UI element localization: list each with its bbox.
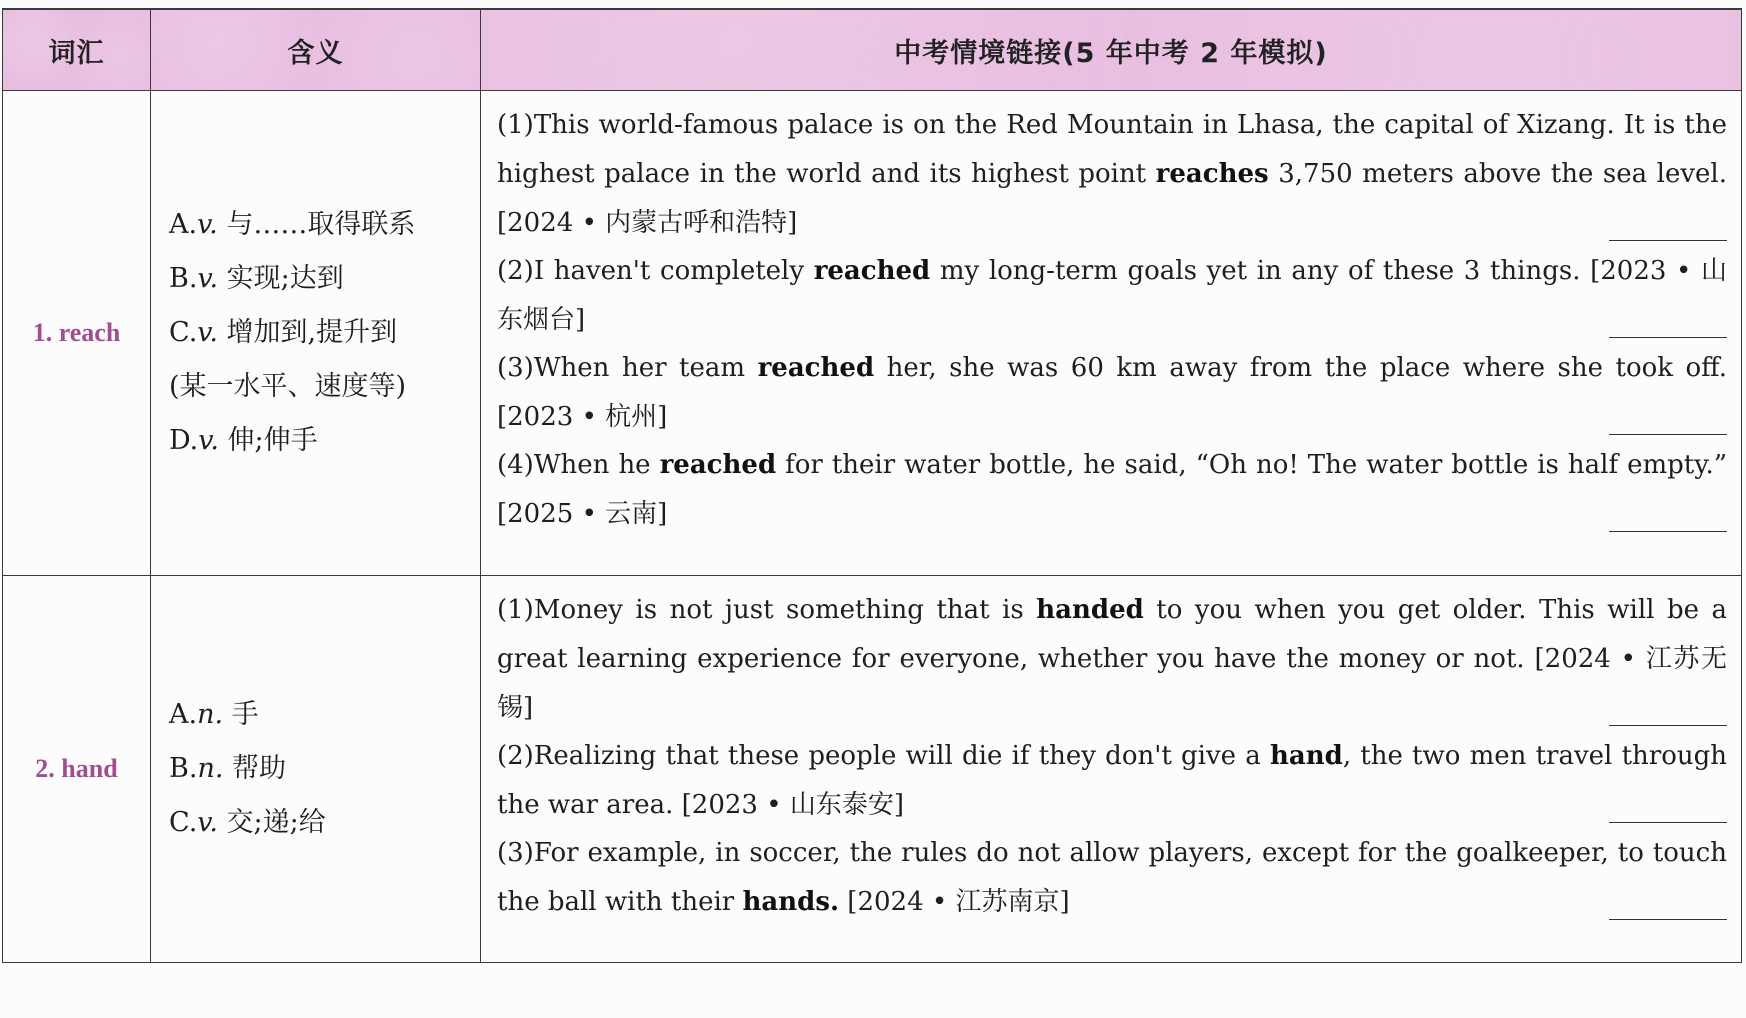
answer-blank[interactable]	[1609, 240, 1727, 241]
meaning-item: C.v. 增加到,提升到	[169, 317, 398, 348]
meaning-item: B.v. 实现;达到	[169, 263, 344, 294]
meaning-item: A.v. 与……取得联系	[169, 209, 416, 240]
keyword: hand	[1269, 741, 1343, 771]
header-examples: 中考情境链接(5 年中考 2 年模拟)	[481, 9, 1742, 91]
examples-list	[481, 576, 1742, 963]
keyword: reached	[813, 256, 931, 286]
meaning-list	[151, 91, 481, 576]
answer-blank[interactable]	[1609, 725, 1727, 726]
example-sentence: (1)Money is not just something that is handed to you when you get older. This will be a great learning experience for everyone, whether you have the money or not. [2024 • 江苏无锡]	[497, 586, 1727, 726]
keyword: reached	[659, 450, 777, 480]
keyword: reaches	[1155, 159, 1269, 189]
answer-blank[interactable]	[1609, 434, 1727, 435]
answer-blank[interactable]	[1609, 531, 1727, 532]
table-row	[3, 91, 1742, 576]
keyword: reached	[757, 353, 875, 383]
vocab-word: 1. reach	[3, 91, 151, 576]
keyword: hands.	[742, 887, 840, 917]
example-sentence: (3)For example, in soccer, the rules do not allow players, except for the goalkeeper, to touch the ball with their hands. [2024 • 江苏南京]	[497, 829, 1727, 920]
answer-blank[interactable]	[1609, 337, 1727, 338]
table-row	[3, 576, 1742, 963]
example-sentence: (4)When he reached for their water bottle, he said, “Oh no! The water bottle is half empty.” [2025 • 云南]	[497, 441, 1727, 532]
example-sentence: (2)Realizing that these people will die if they don't give a hand, the two men travel through the war area. [2023 • 山东泰安]	[497, 732, 1727, 823]
example-sentence: (1)This world-famous palace is on the Red Mountain in Lhasa, the capital of Xizang. It is the highest palace in the world and its highest point reaches 3,750 meters above the sea level. [2024 • 内蒙古呼和浩特]	[497, 101, 1727, 241]
example-sentence: (2)I haven't completely reached my long-term goals yet in any of these 3 things. [2023 • 山东烟台]	[497, 247, 1727, 338]
table-header-row	[3, 9, 1742, 91]
keyword: handed	[1036, 595, 1144, 625]
header-meaning: 含义	[151, 9, 481, 91]
answer-blank[interactable]	[1609, 822, 1727, 823]
meaning-item: A.n. 手	[169, 699, 259, 730]
meaning-item: B.n. 帮助	[169, 753, 287, 784]
header-word: 词汇	[3, 9, 151, 91]
meaning-list	[151, 576, 481, 963]
vocabulary-table	[2, 8, 1742, 963]
meaning-item: D.v. 伸;伸手	[169, 425, 318, 456]
meaning-item: C.v. 交;递;给	[169, 807, 326, 838]
vocab-word: 2. hand	[3, 576, 151, 963]
meaning-item: (某一水平、速度等)	[169, 371, 407, 402]
answer-blank[interactable]	[1609, 919, 1727, 920]
example-sentence: (3)When her team reached her, she was 60 km away from the place where she took off. [2023 • 杭州]	[497, 344, 1727, 435]
examples-list	[481, 91, 1742, 576]
